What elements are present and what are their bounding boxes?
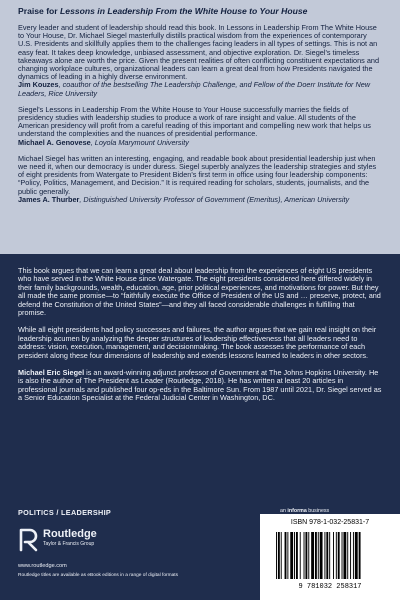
barcode-bar xyxy=(311,532,314,579)
isbn-label: ISBN 978-1-032-25831-7 xyxy=(290,519,370,526)
book-description xyxy=(18,267,382,412)
barcode-bar xyxy=(276,532,277,579)
informa-prefix: an xyxy=(280,508,288,514)
praise-name-1: Jim Kouzes xyxy=(18,80,59,90)
barcode-bar xyxy=(343,532,346,579)
barcode-bar xyxy=(318,532,319,579)
barcode-bar xyxy=(333,532,334,579)
barcode-bar xyxy=(287,532,288,579)
praise-section xyxy=(0,0,400,254)
barcode-bar xyxy=(308,532,309,579)
barcode-bar xyxy=(281,532,282,579)
praise-name-2: Michael A. Genovese xyxy=(18,137,91,147)
publisher-name: Routledge xyxy=(43,528,97,540)
praise-quote-1: Every leader and student of leadership should read this book. In Lessons in Leadership From The White House to Your House, Dr. Michael Siegel masterfully distills practical wisdom from the experiences of contemporary U.S. Presidents and skillfully applies them to the challenges facing leaders in all types of settings. This is not an easy feat. It takes deep knowledge, unbiased assessment, and objective exploration. Dr. Siegel's timeless takeaways alone are worth the price. Given the present realities of often conflicting constituent expectations and changing workplace cultures, organizational leaders can learn a great deal from how Presidents navigated the dynamics of leading in a highly diverse environment. xyxy=(18,23,380,82)
barcode-bar xyxy=(329,532,330,579)
praise-attribution-1 xyxy=(18,81,382,97)
barcode-bar xyxy=(285,532,287,579)
barcode xyxy=(270,530,390,590)
description-paragraph-2: While all eight presidents had policy successes and failures, the author argues that we gain real insight on their leadership acumen by analyzing the deeper structures of leadership effectiveness that all leaders need to address: vision, execution, management, and decisionmaking. The book assesses the performance of each president along these four dimensions of leadership and extends lessons learned to leaders in other sectors. xyxy=(18,325,377,360)
barcode-bar xyxy=(353,532,354,579)
routledge-logo xyxy=(18,526,138,554)
barcode-bar xyxy=(304,532,305,579)
publisher-url: www.routledge.com xyxy=(18,563,67,569)
subject-category: POLITICS / LEADERSHIP xyxy=(18,508,112,517)
praise-attribution-2 xyxy=(18,139,382,147)
barcode-bars xyxy=(276,532,361,579)
description-paragraph-1: This book argues that we can learn a great deal about leadership from the experiences of eight US presidents who have served in the White House since Watergate. The eight presidents considered here differed widely in their family backgrounds, wealth, education, age, prior political experiences, and motivations for power. But they all made the same promise—to “faithfully execute the Office of President of the US and … preserve, protect, and defend the Constitution of the United States”—and they all faced considerable challenges in fulfilling that promise. xyxy=(18,266,381,318)
praise-heading-prefix: Praise for xyxy=(18,6,61,16)
praise-attribution-3 xyxy=(18,196,382,204)
isbn-barcode-box xyxy=(260,514,400,600)
barcode-bar xyxy=(278,532,280,579)
barcode-bar xyxy=(326,532,328,579)
barcode-bar xyxy=(336,532,337,579)
praise-title-3: , Distinguished University Professor of Government (Emeritus), American University xyxy=(79,194,350,204)
author-name: Michael Eric Siegel xyxy=(18,368,85,378)
barcode-bar xyxy=(359,532,361,579)
author-bio xyxy=(18,369,382,403)
publisher-group: Taylor & Francis Group xyxy=(43,541,95,547)
barcode-bar xyxy=(290,532,293,579)
praise-name-3: James A. Thurber xyxy=(18,194,80,204)
barcode-bar xyxy=(320,532,323,579)
praise-quote-2: Siegel's Lessons in Leadership From the White House to Your House successfully marries the fields of presidency studies with leadership studies to produce a work of rare insight and value. All students of the American presidency will profit from a careful reading of this important and compelling new work that helps us understand the complexities and the nuances of presidential performance. xyxy=(18,104,371,139)
praise-heading-title: Lessons in Leadership From the White House to Your House xyxy=(60,6,308,16)
barcode-bar xyxy=(305,532,307,579)
informa-brand: informa xyxy=(287,508,307,514)
ebook-note: Routledge titles are available as eBook editions in a range of digital formats xyxy=(18,573,178,578)
barcode-bar xyxy=(342,532,343,579)
barcode-bar xyxy=(324,532,325,579)
praise-heading xyxy=(18,6,382,17)
barcode-bar xyxy=(294,532,295,579)
informa-suffix: business xyxy=(306,508,330,514)
barcode-bar xyxy=(355,532,358,579)
routledge-r-icon xyxy=(18,526,40,552)
barcode-bar xyxy=(296,532,298,579)
barcode-number: 9 781032 258317 xyxy=(298,583,362,590)
barcode-bar xyxy=(338,532,340,579)
praise-title-2: , Loyola Marymount University xyxy=(90,137,189,147)
barcode-bar xyxy=(350,532,351,579)
barcode-bar xyxy=(347,532,348,579)
praise-quote-3: Michael Siegel has written an interesting, engaging, and readable book about presidential leadership just when we need it, when our democracy is under duress. Siegel superbly analyzes the leadership strategies and styles of eight presidents from Watergate to President Biden's first term in office using four leadership components: “Policy, Politics, Management, and Decision.” It is required reading for scholars, students, journalists, and the public generally. xyxy=(18,153,377,196)
author-bio-text: is an award-winning adjunct professor of Government at The Johns Hopkins University. He is also the author of The President as Leader (Routledge, 2018). He has written at least 20 articles in professional journals and published four op-eds in the Baltimore Sun. From 1987 until 2021, Dr. Siegel served as a Senior Education Specialist at the Federal Judicial Center in Washington, DC. xyxy=(18,368,382,403)
barcode-bar xyxy=(300,532,301,579)
praise-title-1: , coauthor of the bestselling The Leadership Challenge, and Fellow of the Doerr Institute for New Leaders, Rice University xyxy=(18,80,371,98)
barcode-bar xyxy=(315,532,317,579)
